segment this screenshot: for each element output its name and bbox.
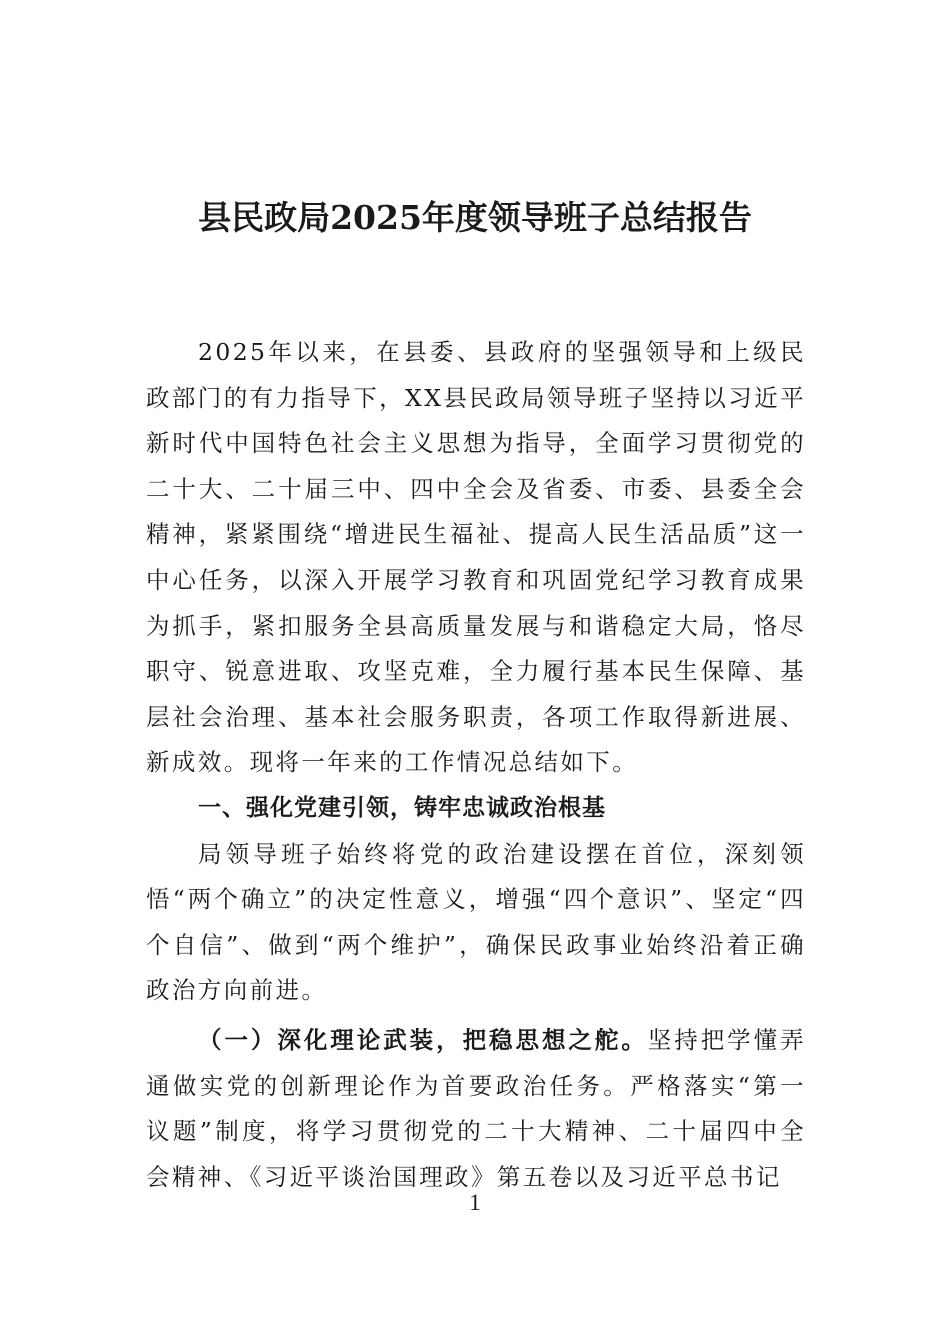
- document-body: [146, 330, 806, 1200]
- subsection-1-text: 坚持把学懂弄通做实党的创新理论作为首要政治任务。严格落实“第一议题”制度，将学习贯彻党的二十大精神、二十届四中全会精神、《习近平谈治国理政》第五卷以及习近平总书记: [146, 1025, 806, 1191]
- intro-paragraph: 2025年以来，在县委、县政府的坚强领导和上级民政部门的有力指导下，XX县民政局领导班子坚持以习近平新时代中国特色社会主义思想为指导，全面学习贯彻党的二十大、二十届三中、四中全会及省委、市委、县委全会精神，紧紧围绕“增进民生福祉、提高人民生活品质”这一中心任务，以深入开展学习教育和巩固党纪学习教育成果为抓手，紧扣服务全县高质量发展与和谐稳定大局，恪尽职守、锐意进取、攻坚克难，全力履行基本民生保障、基层社会治理、基本社会服务职责，各项工作取得新进展、新成效。现将一年来的工作情况总结如下。: [146, 338, 806, 777]
- subsection-1-heading: （一）深化理论武装，把稳思想之舵。: [198, 1025, 648, 1054]
- document-title: 县民政局2025年度领导班子总结报告: [198, 198, 752, 237]
- section-1-paragraph: 局领导班子始终将党的政治建设摆在首位，深刻领悟“两个确立”的决定性意义，增强“四个意识”、坚定“四个自信”、做到“两个维护”，确保民政事业始终沿着正确政治方向前进。: [146, 839, 806, 1005]
- subsection-1-paragraph: [146, 1018, 806, 1200]
- page-number: 1: [469, 1190, 481, 1215]
- section-1-heading: 一、强化党建引领，铸牢忠诚政治根基: [198, 794, 606, 821]
